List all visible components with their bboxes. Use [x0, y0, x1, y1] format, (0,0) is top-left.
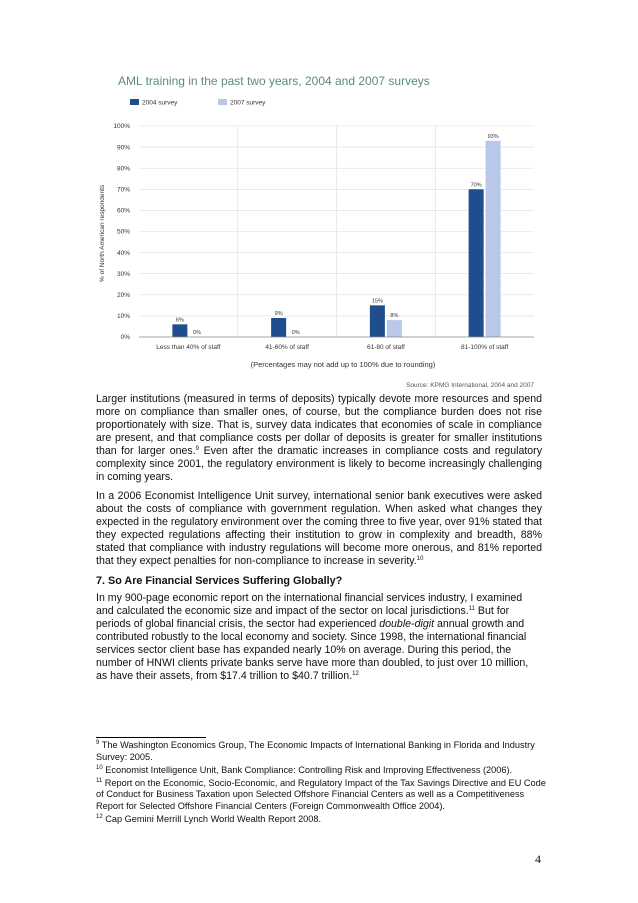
- y-tick-label: 100%: [113, 123, 130, 131]
- footnote-9: [96, 740, 546, 763]
- paragraph-eiu-survey: [96, 490, 542, 568]
- bar-2007-survey: [387, 320, 402, 337]
- y-tick-label: 30%: [116, 270, 130, 278]
- footnote-number: 10: [96, 764, 103, 771]
- footnote-number: 9: [96, 740, 100, 746]
- page-number: 4: [535, 852, 541, 866]
- footnote-separator: [96, 737, 206, 738]
- paragraph-text: In a 2006 Economist Intelligence Unit survey, international senior bank executives were asked about the costs of compliance with government regulation. When asked what changes they expected in the regulatory environment over the coming three to five year, over 91% stated that they expected regulations affecting their institution to grow in complexity and breadth, 88% stated that compliance with industry regulations will become more onerous, and 81% reported that they expect penalties for non-compliance to increase in severity.: [96, 490, 542, 567]
- x-category-label: 41-60% of staff: [265, 344, 309, 351]
- footnote-text: Report on the Economic, Socio-Economic, and Regulatory Impact of the Tax Savings Directive and EU Code of Conduct for Business Taxation upon Selected Offshore Financial Centers as well as a Competitiveness Report for Selected Offshore Financial Centers (Foreign Commonwealth Office 2004).: [96, 777, 546, 811]
- x-category-label: 81-100% of staff: [461, 344, 509, 351]
- paragraph-text: annual growth and contributed robustly to the local economy and society. Since 1998, the international financial services sector client base has expanded nearly 10% on average. During this period, the number of HNWI clients private banks serve have more than doubled, to just over 10 million, as have their assets, from $17.4 trillion to $40.7 trillion.: [96, 618, 529, 682]
- footnote-ref[interactable]: 12: [352, 671, 359, 677]
- chart-source: Source: KPMG International, 2004 and 2007: [406, 382, 534, 389]
- bar-data-label: 0%: [192, 330, 201, 336]
- legend-swatch-2004: [130, 99, 139, 105]
- x-axis-categories: [156, 344, 508, 351]
- footnote-number: 12: [96, 814, 103, 821]
- footnote-11: [96, 778, 546, 813]
- chart-legend: [130, 99, 266, 107]
- x-category-label: Less than 40% of staff: [156, 344, 221, 351]
- paragraph-text: But for periods of global financial crisis, the sector had experienced: [96, 605, 510, 630]
- legend-swatch-2007: [218, 99, 227, 105]
- paragraph-text: Larger institutions (measured in terms of deposits) typically devote more resources and spend more on compliance than smaller ones, of course, but the compliance burden does not rise proportionately with size. That is, survey data indicates that economies of scale in compliance are present, and that compliance costs per dollar of deposits is greater for smaller institutions than for larger ones.: [96, 393, 542, 457]
- paragraph-economic-report: [96, 592, 542, 683]
- paragraph-text: Even after the dramatic increases in compliance costs and regulatory complexity since 2001, the regulatory environment is likely to become increasingly challenging in coming years.: [96, 445, 542, 483]
- bar-data-label: 15%: [371, 298, 383, 305]
- bar-data-label: 6%: [175, 317, 184, 324]
- footnote-ref[interactable]: 10: [416, 556, 424, 562]
- chart-title: AML training in the past two years, 2004 and 2007 surveys: [118, 74, 430, 88]
- footnote-ref[interactable]: 11: [468, 606, 475, 612]
- x-category-label: 61-80 of staff: [366, 344, 405, 351]
- bar-data-label: 0%: [291, 330, 300, 336]
- paragraph-economies-of-scale: [96, 393, 542, 484]
- footnote-text: The Washington Economics Group, The Economic Impacts of International Banking in Florida and Industry Survey: 2005.: [96, 740, 535, 762]
- y-axis-label: % of North American respondents: [99, 184, 106, 282]
- y-tick-label: 50%: [116, 228, 130, 236]
- paragraph-text: In my 900-page economic report on the international financial services industry, I examined and calculated the economic size and impact of the sector on local jurisdictions.: [96, 592, 523, 617]
- y-tick-label: 90%: [116, 144, 130, 152]
- bar-2007-survey: [486, 141, 501, 337]
- bar-2004-survey: [172, 324, 187, 337]
- bar-data-label: 9%: [274, 311, 283, 318]
- y-tick-label: 80%: [116, 165, 130, 173]
- legend-label-2007: 2007 survey: [230, 99, 266, 107]
- bar-data-label: 8%: [390, 313, 399, 320]
- y-axis-ticks: [113, 123, 130, 341]
- y-tick-label: 70%: [116, 186, 130, 194]
- bar-2004-survey: [469, 189, 484, 337]
- y-tick-label: 0%: [120, 334, 130, 342]
- legend-label-2004: 2004 survey: [142, 99, 178, 107]
- bar-data-label: 70%: [470, 182, 482, 189]
- y-tick-label: 60%: [116, 207, 130, 215]
- bar-2004-survey: [370, 305, 385, 337]
- aml-training-chart: [90, 70, 550, 395]
- y-tick-label: 10%: [116, 313, 130, 321]
- chart-note: (Percentages may not add up to 100% due to rounding): [250, 360, 436, 369]
- bar-2004-survey: [271, 318, 286, 337]
- footnotes: [96, 740, 546, 827]
- bar-data-label: 93%: [487, 133, 499, 140]
- y-tick-label: 20%: [116, 292, 130, 299]
- footnote-12: [96, 814, 546, 826]
- footnote-text: Cap Gemini Merrill Lynch World Wealth Report 2008.: [102, 814, 322, 825]
- y-tick-label: 40%: [116, 249, 130, 257]
- footnote-number: 11: [96, 777, 103, 784]
- emphasis-text: double-digit: [379, 618, 435, 630]
- footnote-ref[interactable]: 9: [195, 446, 200, 452]
- section-heading: 7. So Are Financial Services Suffering Globally?: [96, 575, 343, 587]
- footnote-10: [96, 765, 546, 777]
- footnote-text: Economist Intelligence Unit, Bank Compliance: Controlling Risk and Improving Effectiveness (2006).: [102, 764, 513, 775]
